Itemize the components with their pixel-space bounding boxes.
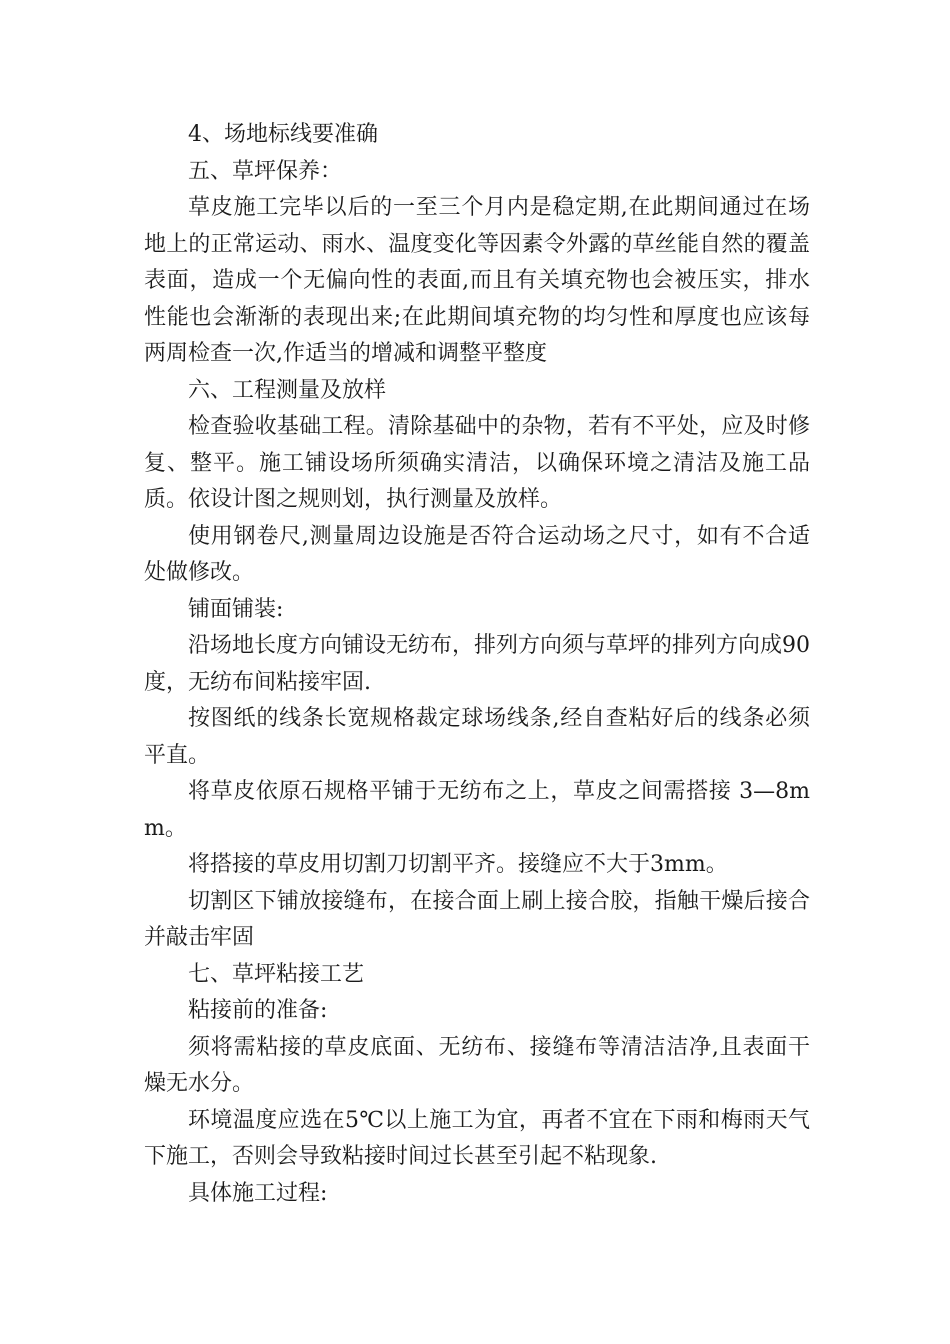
paragraph-foundation-inspection: 检查验收基础工程。清除基础中的杂物，若有不平处，应及时修复、整平。施工铺设场所须确实清洁，以确保环境之清洁及施工品质。依设计图之规则划，执行测量及放样。	[144, 414, 810, 512]
section-heading-lawn-maintenance: 五、草坪保养：	[188, 158, 343, 184]
paragraph-seam-tape: 切割区下铺放接缝布，在接合面上刷上接合胶，指触干燥后接合并敲击牢固	[144, 888, 810, 950]
paragraph-cleaning-surfaces: 须将需粘接的草皮底面、无纺布、接缝布等清洁洁净,且表面干燥无水分。	[144, 1034, 810, 1096]
paragraph-stabilization-period: 草皮施工完毕以后的一至三个月内是稳定期,在此期间通过在场地上的正常运动、雨水、温度变化等因素令外露的草丝能自然的覆盖表面，造成一个无偏向性的表面,而且有关填充物也会被压实，排水性能也会渐渐的表现出来;在此期间填充物的均匀性和厚度也应该每两周检查一次,作适当的增减和调整平整度	[144, 195, 810, 366]
paragraph-ambient-temperature: 环境温度应选在5℃以上施工为宜，再者不宜在下雨和梅雨天气下施工，否则会导致粘接时间过长甚至引起不粘现象.	[144, 1107, 810, 1169]
list-item-site-marking: 4、场地标线要准确	[188, 122, 378, 147]
paragraph-nonwoven-fabric: 沿场地长度方向铺设无纺布，排列方向须与草坪的排列方向成90度，无纺布间粘接牢固.	[144, 633, 810, 695]
subheading-bonding-preparation: 粘接前的准备:	[188, 998, 328, 1023]
section-heading-survey-layout: 六、工程测量及放样	[188, 377, 387, 403]
paragraph-tape-measure: 使用钢卷尺,测量周边设施是否符合运动场之尺寸，如有不合适处做修改。	[144, 523, 810, 585]
paragraph-turf-overlap: 将草皮依原石规格平铺于无纺布之上，草皮之间需搭接 3—8mm。	[144, 779, 810, 841]
section-heading-bonding-process: 七、草坪粘接工艺	[188, 961, 365, 987]
paragraph-court-lines: 按图纸的线条长宽规格裁定球场线条,经自查粘好后的线条必须平直。	[144, 706, 810, 768]
document-body	[144, 117, 810, 1212]
subheading-construction-process: 具体施工过程:	[188, 1180, 328, 1206]
subheading-surface-paving: 铺面铺装:	[188, 596, 284, 622]
paragraph-seam-cutting: 将搭接的草皮用切割刀切割平齐。接缝应不大于3mm。	[188, 852, 728, 877]
